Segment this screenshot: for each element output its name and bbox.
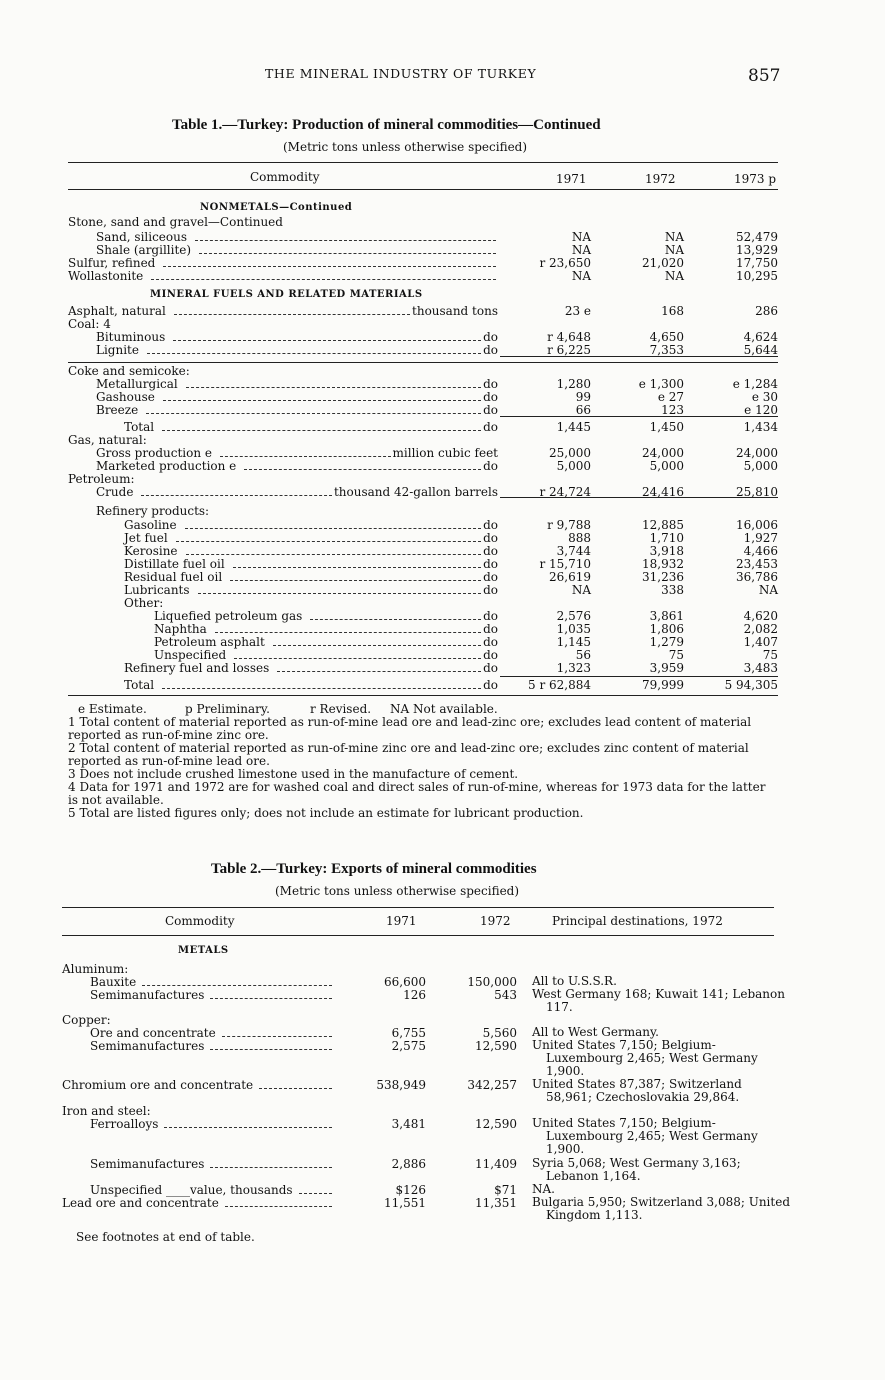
table1-cell-1972: 1,279 [649,635,684,649]
table1-cell-1972: 4,650 [649,330,684,344]
table1-row-label: Distillate fuel oil [124,557,225,571]
table1-cell-1971: 26,619 [549,570,591,584]
table1-cell-1971: 25,000 [549,446,591,460]
table1-leader-dots [233,567,481,568]
footnote-3: 3 Does not include crushed limestone used in the manufacture of cement. [68,767,519,781]
table1-cell-1973: e 1,284 [732,377,778,391]
table1-cell-1973: 13,929 [736,243,778,257]
table1-leader-dots [174,314,410,315]
table2-row-label: Iron and steel: [62,1104,151,1118]
table1-rule-refinery [500,676,778,677]
table1-row-unit: million cubic feet [392,446,498,460]
table1-cell-1972: NA [664,243,684,257]
table1-row-label: Crude [96,485,134,499]
table1-cell-1973: 75 [762,648,778,662]
table1-leader-dots [273,645,481,646]
table1-leader-dots [146,413,481,414]
table2-cell-1972: 543 [494,988,517,1002]
table1-row-label: Gashouse [96,390,155,404]
table2-row-label: Ferroalloys [90,1117,159,1131]
table1-row-unit: do [483,661,498,675]
table1-row-label: Refinery fuel and losses [124,661,270,675]
table2-col-1972: 1972 [480,914,511,928]
table1-row-label: Lubricants [124,583,190,597]
table2-cell-1972: 342,257 [467,1078,517,1092]
table1-cell-1973: e 120 [744,403,778,417]
table1-leader-dots [220,456,391,457]
table1-cell-1971: 1,445 [556,420,591,434]
table2-destinations: NA. [532,1182,555,1196]
table1-row-label: Naphtha [154,622,207,636]
table1-leader-dots [277,671,481,672]
table1-row-unit: do [483,377,498,391]
table1-row-label: Coal: 4 [68,317,111,331]
table2-header-rule [62,935,774,936]
table1-row-label: Refinery products: [96,504,210,518]
table1-cell-1972: 5,000 [649,459,684,473]
table1-cell-1971: 66 [575,403,591,417]
table1-leader-dots [151,279,496,280]
table2-row-label: Ore and concentrate [90,1026,216,1040]
table1-cell-1972: NA [664,230,684,244]
table2-cell-1971: 6,755 [391,1026,426,1040]
table1-col-commodity: Commodity [250,170,320,184]
table2-destinations: Bulgaria 5,950; Switzerland 3,088; United Kingdom 1,113. [532,1195,790,1222]
table2-cell-1972: 11,409 [475,1157,517,1171]
table1-cell-1973: NA [758,583,778,597]
table2-row-label: Semimanufactures [90,1039,205,1053]
table1-cell-1972: 7,353 [649,343,684,357]
table1-row-label: Metallurgical [96,377,178,391]
table1-row-label: Other: [124,596,164,610]
table1-row-unit: do [483,609,498,623]
table1-row-label: Wollastonite [68,269,144,283]
table1-bottom-rule [68,695,778,696]
table1-subtitle: (Metric tons unless otherwise specified) [283,140,528,154]
table1-cell-1971: 23 e [564,304,591,318]
table1-row-label: Sand, siliceous [96,230,188,244]
table1-cell-1972: 79,999 [642,678,684,692]
table2-row-label: Semimanufactures [90,1157,205,1171]
table1-cell-1972: 1,710 [649,531,684,545]
table2-leader-dots [164,1127,332,1128]
table2-col-commodity: Commodity [165,914,235,928]
table2-leader-dots [210,1167,332,1168]
table1-row-unit: do [483,557,498,571]
table1-cell-1971: 99 [575,390,591,404]
legend-na: NA Not available. [390,702,498,716]
table2-cell-1972: 5,560 [482,1026,517,1040]
table2-cell-1972: $71 [494,1183,517,1197]
page-number: 857 [748,66,781,86]
table1-col-1973: 1973 p [734,172,777,186]
table1-cell-1972: 21,020 [642,256,684,270]
table1-row-unit: do [483,330,498,344]
table1-row-label: Asphalt, natural [68,304,166,318]
table1-row-unit: do [483,420,498,434]
table1-leader-dots [176,541,481,542]
table1-leader-dots [215,632,481,633]
table1-row-label: Kerosine [124,544,178,558]
table1-row-label: Shale (argillite) [96,243,192,257]
table1-cell-1972: NA [664,269,684,283]
table1-cell-1972: 1,450 [649,420,684,434]
table1-leader-dots [141,495,332,496]
table1-leader-dots [163,400,481,401]
table1-leader-dots [163,266,496,267]
table1-rule-crude [500,497,778,498]
table1-cell-1971: 1,323 [556,661,591,675]
table2-cell-1972: 12,590 [475,1117,517,1131]
table2-row-label: Aluminum: [62,962,129,976]
table1-row-unit: do [483,570,498,584]
table1-cell-1973: 4,624 [743,330,778,344]
table1-row-label: Petroleum: [68,472,135,486]
table1-col-1971: 1971 [556,172,587,186]
table1-leader-dots [230,580,481,581]
table1-leader-dots [310,619,481,620]
table2-destinations: All to West Germany. [532,1025,659,1039]
table2-row-label: Semimanufactures [90,988,205,1002]
table1-row-label: Gasoline [124,518,177,532]
legend-preliminary: p Preliminary. [185,702,270,716]
table1-row-label: Gross production e [96,446,212,460]
table1-cell-1971: 1,145 [556,635,591,649]
table1-cell-1971: r 6,225 [547,343,591,357]
table1-row-label: Lignite [96,343,139,357]
table2-destinations: Syria 5,068; West Germany 3,163; Lebanon 1,164. [532,1156,741,1183]
legend-revised: r Revised. [310,702,372,716]
table2-title: Table 2.—Turkey: Exports of mineral commodities [211,861,537,877]
table1-col-1972: 1972 [645,172,676,186]
table2-cell-1971: 538,949 [376,1078,426,1092]
table1-row-label: Unspecified [154,648,227,662]
table1-row-unit: do [483,622,498,636]
table1-row-unit: do [483,403,498,417]
table1-cell-1973: 286 [755,304,778,318]
table1-cell-1973: 4,466 [743,544,778,558]
table1-leader-dots [198,593,482,594]
table1-leader-dots [234,658,481,659]
table2-cell-1972: 150,000 [467,975,517,989]
table1-cell-1971: r 15,710 [539,557,591,571]
table1-row-unit: do [483,390,498,404]
table1-row-label: Jet fuel [124,531,168,545]
table1-leader-dots [195,240,496,241]
table1-row-label: Stone, sand and gravel—Continued [68,215,283,229]
table1-cell-1971: NA [571,269,591,283]
table1-leader-dots [199,253,496,254]
table1-cell-1973: 16,006 [736,518,778,532]
table2-leader-dots [259,1088,332,1089]
table1-cell-1973: 2,082 [743,622,778,636]
table1-row-label: Total [124,678,155,692]
table1-row-label: Coke and semicoke: [68,364,190,378]
table1-row-label: Sulfur, refined [68,256,156,270]
table1-cell-1971: 5,000 [556,459,591,473]
table1-row-label: Bituminous [96,330,166,344]
table1-rule-divider [68,362,778,363]
table1-cell-1973: 17,750 [736,256,778,270]
table1-cell-1973: 5 94,305 [724,678,778,692]
table2-cell-1971: 11,551 [384,1196,426,1210]
table1-row-unit: do [483,583,498,597]
table2-destinations: United States 7,150; Belgium-Luxembourg 2,465; West Germany 1,900. [532,1038,758,1078]
table1-row-label: Residual fuel oil [124,570,223,584]
table1-row-label: Total [124,420,155,434]
table1-cell-1973: 1,927 [743,531,778,545]
table1-leader-dots [162,430,481,431]
table2-leader-dots [225,1206,332,1207]
table1-cell-1973: 1,434 [743,420,778,434]
table1-cell-1972: 18,932 [642,557,684,571]
table2-top-rule [62,907,774,908]
table2-leader-dots [210,998,332,999]
table1-leader-dots [244,469,481,470]
table1-leader-dots [162,688,481,689]
table2-row-label: Bauxite [90,975,137,989]
footnote-2: 2 Total content of material reported as run-of-mine zinc ore and lead-zinc ore; excludes zinc content of material reported as run-of-mine lead ore. [68,741,749,768]
table2-destinations: United States 87,387; Switzerland 58,961; Czechoslovakia 29,864. [532,1077,742,1104]
table2-row-label: Lead ore and concentrate [62,1196,219,1210]
table2-destinations: United States 7,150; Belgium-Luxembourg 2,465; West Germany 1,900. [532,1116,758,1156]
table1-cell-1973: 4,620 [743,609,778,623]
table1-cell-1972: 1,806 [649,622,684,636]
table2-section-heading: METALS [178,945,229,956]
table1-leader-dots [173,340,481,341]
table1-section-heading: NONMETALS—Continued [200,202,353,213]
table1-cell-1971: r 9,788 [547,518,591,532]
table2-row-label: Copper: [62,1013,111,1027]
table1-cell-1972: e 1,300 [638,377,684,391]
running-title: THE MINERAL INDUSTRY OF TURKEY [265,66,537,81]
table2-destinations: All to U.S.S.R. [532,974,617,988]
table1-cell-1973: 23,453 [736,557,778,571]
table1-row-unit: do [483,544,498,558]
table2-leader-dots [142,985,332,986]
table1-cell-1971: 1,280 [556,377,591,391]
table1-cell-1972: 12,885 [642,518,684,532]
table1-cell-1973: 1,407 [743,635,778,649]
table2-subtitle: (Metric tons unless otherwise specified) [275,884,520,898]
footnote-4: 4 Data for 1971 and 1972 are for washed coal and direct sales of run-of-mine, whereas for 1973 data for the latter is not available. [68,780,766,807]
table1-cell-1972: 3,918 [649,544,684,558]
footnote-1: 1 Total content of material reported as run-of-mine lead ore and lead-zinc ore; excludes lead content of material reported as run-of-mine zinc ore. [68,715,752,742]
table1-row-unit: do [483,343,498,357]
table2-cell-1971: 126 [403,988,426,1002]
table1-row-unit: do [483,531,498,545]
table2-row-label: Unspecified ____value, thousands [90,1183,293,1197]
table2-cell-1971: 66,600 [384,975,426,989]
table1-cell-1973: 5,000 [743,459,778,473]
table1-row-unit: do [483,459,498,473]
table1-cell-1972: 3,861 [649,609,684,623]
table1-cell-1973: 52,479 [736,230,778,244]
table1-cell-1972: 24,000 [642,446,684,460]
table1-cell-1973: 24,000 [736,446,778,460]
table1-cell-1972: e 27 [657,390,684,404]
table2-row-label: Chromium ore and concentrate [62,1078,254,1092]
table1-cell-1973: 36,786 [736,570,778,584]
table2-note: See footnotes at end of table. [76,1230,255,1244]
table1-cell-1972: 338 [661,583,684,597]
table1-row-label: Breeze [96,403,139,417]
table1-cell-1971: NA [571,243,591,257]
table1-leader-dots [185,528,481,529]
table1-cell-1972: 31,236 [642,570,684,584]
table1-cell-1972: 168 [661,304,684,318]
table1-cell-1972: 123 [661,403,684,417]
table1-cell-1971: 56 [575,648,591,662]
table1-section-heading: MINERAL FUELS AND RELATED MATERIALS [150,289,423,300]
table1-cell-1971: 3,744 [556,544,591,558]
table1-title: Table 1.—Turkey: Production of mineral commodities—Continued [172,117,601,133]
table1-cell-1971: 5 r 62,884 [528,678,591,692]
table1-cell-1971: r 4,648 [547,330,591,344]
table1-top-rule [68,162,778,163]
table1-leader-dots [186,387,481,388]
table1-cell-1972: 3,959 [649,661,684,675]
table1-cell-1971: NA [571,583,591,597]
legend-estimate: e Estimate. [78,702,147,716]
table1-leader-dots [186,554,482,555]
table1-row-label: Petroleum asphalt [154,635,265,649]
footnote-5: 5 Total are listed figures only; does not include an estimate for lubricant production. [68,806,584,820]
table1-row-label: Liquefied petroleum gas [154,609,303,623]
table1-rule-coke [500,416,778,417]
table2-cell-1972: 12,590 [475,1039,517,1053]
table1-cell-1971: NA [571,230,591,244]
table2-cell-1971: $126 [395,1183,426,1197]
table1-cell-1971: r 23,650 [539,256,591,270]
table1-row-label: Gas, natural: [68,433,147,447]
table1-cell-1971: r 24,724 [539,485,591,499]
table1-row-label: Marketed production e [96,459,237,473]
table1-row-unit: do [483,678,498,692]
table1-leader-dots [147,353,481,354]
table1-cell-1971: 1,035 [556,622,591,636]
table1-cell-1973: 25,810 [736,485,778,499]
table1-cell-1973: 10,295 [736,269,778,283]
table1-row-unit: thousand tons [412,304,498,318]
table2-leader-dots [222,1036,332,1037]
table1-cell-1972: 24,416 [642,485,684,499]
table2-col-1971: 1971 [386,914,417,928]
table1-header-rule [68,189,778,190]
table1-row-unit: thousand 42-gallon barrels [333,485,498,499]
table1-rule-coal [500,356,778,357]
table2-leader-dots [299,1193,332,1194]
table2-cell-1972: 11,351 [475,1196,517,1210]
table1-row-unit: do [483,518,498,532]
table1-cell-1972: 75 [668,648,684,662]
table1-cell-1971: 888 [568,531,591,545]
table2-cell-1971: 3,481 [391,1117,426,1131]
table2-cell-1971: 2,575 [391,1039,426,1053]
table1-cell-1973: 5,644 [743,343,778,357]
table1-cell-1971: 2,576 [556,609,591,623]
table1-cell-1973: e 30 [751,390,778,404]
table1-row-unit: do [483,635,498,649]
table2-col-destinations: Principal destinations, 1972 [552,914,723,928]
table1-row-unit: do [483,648,498,662]
table2-destinations: West Germany 168; Kuwait 141; Lebanon 117. [532,987,785,1014]
table1-cell-1973: 3,483 [743,661,778,675]
table2-leader-dots [210,1049,332,1050]
table2-cell-1971: 2,886 [391,1157,426,1171]
